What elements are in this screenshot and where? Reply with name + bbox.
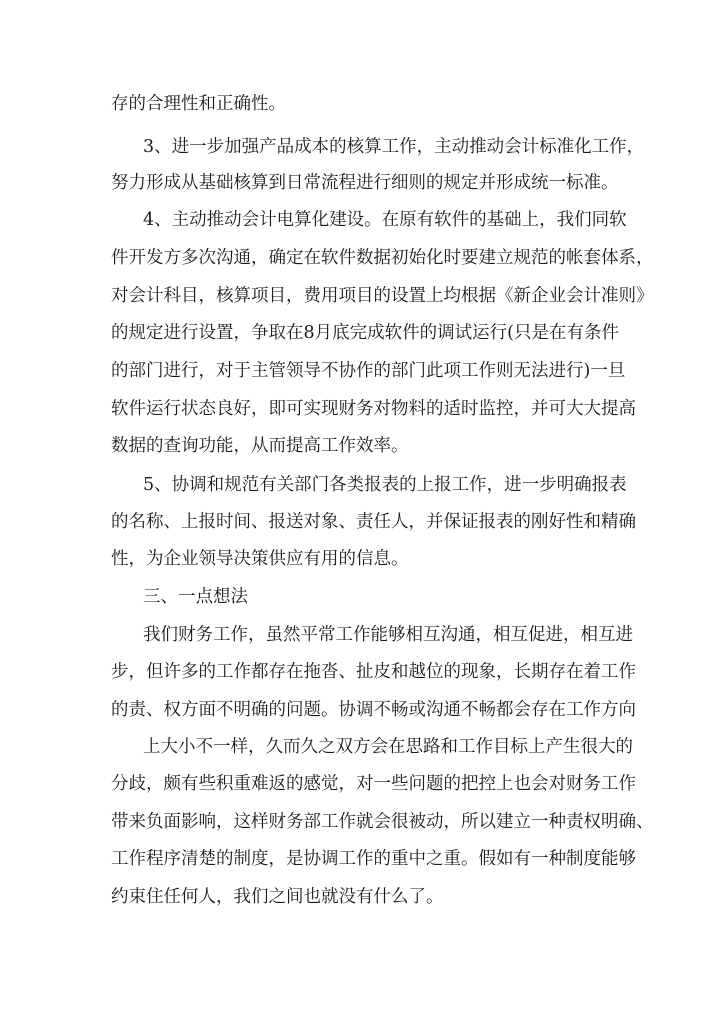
text-line: 件开发方多次沟通，确定在软件数据初始化时要建立规范的帐套体系，	[111, 248, 654, 268]
text-line: 步，但许多的工作都存在拖沓、扯皮和越位的现象，长期存在着工作	[111, 662, 636, 682]
text-line: 4、主动推动会计电算化建设。在原有软件的基础上，我们同软	[143, 210, 627, 230]
text-line: 数据的查询功能，从而提高工作效率。	[111, 436, 409, 456]
text-line: 的名称、上报时间、报送对象、责任人，并保证报表的刚好性和精确	[111, 512, 636, 532]
text-line: 5、协调和规范有关部门各类报表的上报工作，进一步明确报表	[143, 475, 627, 495]
text-line: 的责、权方面不明确的问题。协调不畅或沟通不畅都会存在工作方向	[111, 700, 636, 720]
text-line: 约束住任何人，我们之间也就没有什么了。	[111, 887, 444, 907]
section-heading: 三、一点想法	[143, 587, 248, 607]
text-line: 对会计科目，核算项目，费用项目的设置上均根据《新企业会计准则》	[111, 286, 654, 306]
text-line: 3、进一步加强产品成本的核算工作，主动推动会计标准化工作，	[143, 137, 645, 157]
text-line: 工作程序清楚的制度，是协调工作的重中之重。假如有一种制度能够	[111, 849, 636, 869]
text-line: 存的合理性和正确性。	[111, 94, 286, 114]
text-line: 分歧，颇有些积重难返的感觉，对一些问题的把控上也会对财务工作	[111, 774, 636, 794]
text-line: 带来负面影响，这样财务部工作就会很被动，所以建立一种责权明确、	[111, 812, 654, 832]
text-line: 上大小不一样，久而久之双方会在思路和工作目标上产生很大的	[143, 737, 633, 757]
text-line: 努力形成从基础核算到日常流程进行细则的规定并形成统一标准。	[111, 173, 619, 193]
text-line: 我们财务工作，虽然平常工作能够相互沟通，相互促进，相互进	[143, 625, 633, 645]
text-line: 性，为企业领导决策供应有用的信息。	[111, 549, 409, 569]
text-line: 的规定进行设置，争取在8月底完成软件的调试运行(只是在有条件	[111, 323, 619, 343]
text-line: 的部门进行，对于主管领导不协作的部门此项工作则无法进行)一旦	[111, 361, 626, 381]
text-line: 软件运行状态良好，即可实现财务对物料的适时监控，并可大大提高	[111, 399, 636, 419]
